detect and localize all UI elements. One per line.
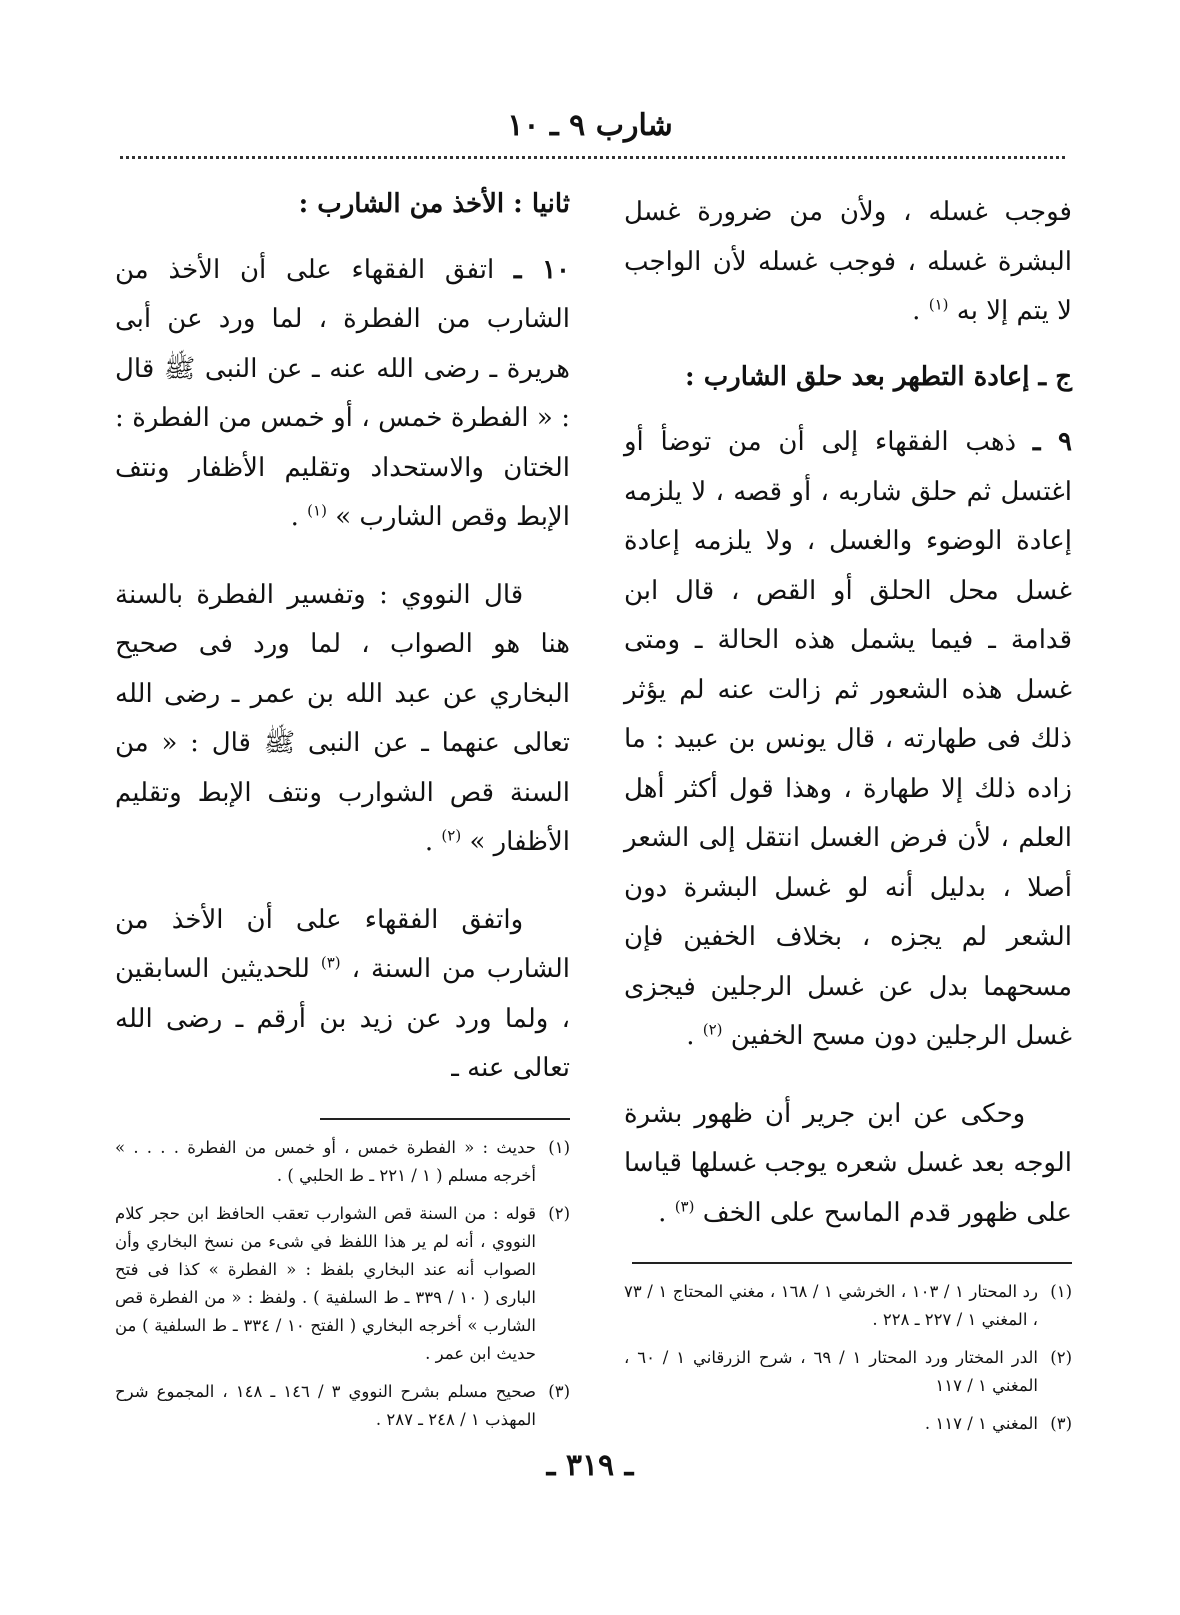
footnote-mark: (٢) xyxy=(548,1203,570,1223)
footnote xyxy=(115,1378,570,1434)
footnote-ref: (٢) xyxy=(441,826,462,845)
right-column xyxy=(624,188,1072,1448)
header-dotted-rule xyxy=(120,156,1065,159)
footnote xyxy=(624,1278,1072,1334)
left-column xyxy=(115,180,570,1444)
paragraph-text: اتفق الفقهاء على أن الأخذ من الشارب من الفطرة ، لما ورد عن أبى هريرة ـ رضى الله عنه ـ عن النبى ﷺ قال : « الفطرة خمس ، أو خمس من الفطرة : الختان والاستحداد وتقليم الأظفار ونتف الإبط وقص الشارب » xyxy=(115,254,570,532)
paragraph-text: للحديثين السابقين ، ولما ورد عن زيد بن أرقم ـ رضى الله تعالى عنه ـ xyxy=(115,954,570,1083)
footnote xyxy=(624,1410,1072,1438)
section-heading-jim: ج ـ إعادة التطهر بعد حلق الشارب : xyxy=(685,361,1072,392)
footnotes-left xyxy=(115,1134,570,1434)
footnote-separator xyxy=(632,1262,1072,1264)
paragraph-text: وحكى عن ابن جرير أن ظهور بشرة الوجه بعد غسل شعره يوجب غسلها قياسا على ظهور قدم الماسح على الخف xyxy=(624,1098,1072,1228)
footnote-separator xyxy=(320,1118,570,1120)
footnote-mark: (٢) xyxy=(1050,1348,1072,1367)
footnote-text: حديث : « الفطرة خمس ، أو خمس من الفطرة . . . . » أخرجه مسلم ( ١ / ٢٢١ ـ ط الحلبي ) . xyxy=(115,1137,536,1185)
footnote-text: الدر المختار ورد المحتار ١ / ٦٩ ، شرح الزرقاني ١ / ٦٠ ، المغني ١ / ١١٧ xyxy=(624,1348,1038,1395)
footnote-ref: (٣) xyxy=(674,1196,695,1215)
running-header: شارب ٩ ـ ١٠ xyxy=(507,108,673,143)
paragraph-number: ٩ ـ xyxy=(1032,427,1073,457)
paragraph-agreement xyxy=(115,896,570,1094)
paragraph-ibn-jarir: وحكى عن ابن جرير أن ظهور بشرة الوجه بعد غسل شعره يوجب غسلها قياسا على ظهور قدم الماسح على الخف $^{(٣)}$ . xyxy=(624,1098,1072,1228)
paragraph-text: واتفق الفقهاء على أن الأخذ من الشارب من السنة ، xyxy=(115,904,570,984)
footnote-mark: (١) xyxy=(548,1137,570,1157)
footnote-ref: (٣) xyxy=(320,953,341,972)
section-heading-thaniyan: ثانيا : الأخذ من الشارب : xyxy=(298,189,570,219)
page-number: ـ ٣١٩ ـ xyxy=(546,1448,634,1483)
footnotes-right xyxy=(624,1278,1072,1438)
paragraph-nawawi: قال النووي : وتفسير الفطرة بالسنة هنا هو الصواب ، لما ورد فى صحيح البخاري عن عبد الله بن عمر ـ رضى الله تعالى عنهما ـ عن النبى ﷺ قال : « من السنة قص الشوارب ونتف الإبط وتقليم الأظفار » $^{(٢)}$ . xyxy=(115,579,570,857)
footnote-ref: (٢) xyxy=(702,1020,723,1039)
footnote-text: المغني ١ / ١١٧ . xyxy=(924,1414,1038,1433)
paragraph-10: ١٠ ـ اتفق الفقهاء على أن الأخذ من الشارب من الفطرة ، لما ورد عن أبى هريرة ـ رضى الله عنه ـ عن النبى ﷺ قال : « الفطرة خمس ، أو خمس من الفطرة : الختان والاستحداد وتقليم الأظفار ونتف الإبط وقص الشارب » $^{(١)}$ . xyxy=(115,254,571,532)
paragraph-text: فوجب غسله ، ولأن من ضرورة غسل البشرة غسله ، فوجب غسله لأن الواجب لا يتم إلا به xyxy=(624,197,1072,326)
footnote-text: قوله : من السنة قص الشوارب تعقب الحافظ ابن حجر كلام النووي ، أنه لم ير هذا اللفظ في شىء من نسخ البخاري وأن الصواب أنه عند البخاري بلفظ : « الفطرة » كذا فى فتح البارى ( ١٠ / ٣٣٩ ـ ط السلفية ) . ولفظ : « من الفطرة قص الشارب » أخرجه البخاري ( الفتح ١٠ / ٣٣٤ ـ ط السلفية ) من حديث ابن عمر . xyxy=(115,1203,536,1363)
paragraph-9: ٩ ـ ذهب الفقهاء إلى أن من توضأ أو اغتسل ثم حلق شاربه ، أو قصه ، لا يلزمه إعادة الوضوء والغسل ، ولا يلزمه إعادة غسل محل الحلق أو القص ، قال ابن قدامة ـ فيما يشمل هذه الحالة ـ ومتى غسل هذه الشعور ثم زالت عنه لم يؤثر ذلك فى طهارته ، قال يونس بن عبيد : ما زاده ذلك إلا طهارة ، وهذا قول أكثر أهل العلم ، لأن فرض الغسل انتقل إلى الشعر أصلا ، بدليل أنه لو غسل البشرة دون الشعر لم يجزه ، بخلاف الخفين فإن مسحهما بدل عن غسل الرجلين فيجزى غسل الرجلين دون مسح الخفين $^{(٢)}$ . xyxy=(624,427,1073,1051)
paragraph-continuation: فوجب غسله ، ولأن من ضرورة غسل البشرة غسله ، فوجب غسله لأن الواجب لا يتم إلا به $^{(١)}$ . xyxy=(624,197,1072,326)
paragraph-text: ذهب الفقهاء إلى أن من توضأ أو اغتسل ثم حلق شاربه ، أو قصه ، لا يلزمه إعادة الوضوء والغسل ، ولا يلزمه إعادة غسل محل الحلق أو القص ، قال ابن قدامة ـ فيما يشمل هذه الحالة ـ ومتى غسل هذه الشعور ثم زالت عنه لم يؤثر ذلك فى طهارته ، قال يونس بن عبيد : ما زاده ذلك إلا طهارة ، وهذا قول أكثر أهل العلم ، لأن فرض الغسل انتقل إلى الشعر أصلا ، بدليل أنه لو غسل البشرة دون الشعر لم يجزه ، بخلاف الخفين فإن مسحهما بدل عن غسل الرجلين فيجزى غسل الرجلين دون مسح الخفين xyxy=(624,427,1072,1051)
footnote xyxy=(115,1134,570,1190)
paragraph-number: ١٠ ـ xyxy=(513,254,571,285)
footnote-ref: (١) xyxy=(307,501,327,520)
footnote-ref: (١) xyxy=(928,295,949,314)
footnote xyxy=(624,1344,1072,1400)
footnote-text: صحيح مسلم بشرح النووي ٣ / ١٤٦ ـ ١٤٨ ، المجموع شرح المهذب ١ / ٢٤٨ ـ ٢٨٧ . xyxy=(115,1381,536,1429)
footnote-mark: (٣) xyxy=(548,1381,570,1401)
footnote-mark: (١) xyxy=(1050,1282,1072,1301)
paragraph-text: قال النووي : وتفسير الفطرة بالسنة هنا هو الصواب ، لما ورد فى صحيح البخاري عن عبد الله بن عمر ـ رضى الله تعالى عنهما ـ عن النبى ﷺ قال : « من السنة قص الشوارب ونتف الإبط وتقليم الأظفار » xyxy=(115,579,570,857)
footnote-mark: (٣) xyxy=(1050,1414,1072,1433)
footnote xyxy=(115,1200,570,1368)
footnote-text: رد المحتار ١ / ١٠٣ ، الخرشي ١ / ١٦٨ ، مغني المحتاج ١ / ٧٣ ، المغني ١ / ٢٢٧ ـ ٢٢٨ . xyxy=(624,1282,1038,1329)
